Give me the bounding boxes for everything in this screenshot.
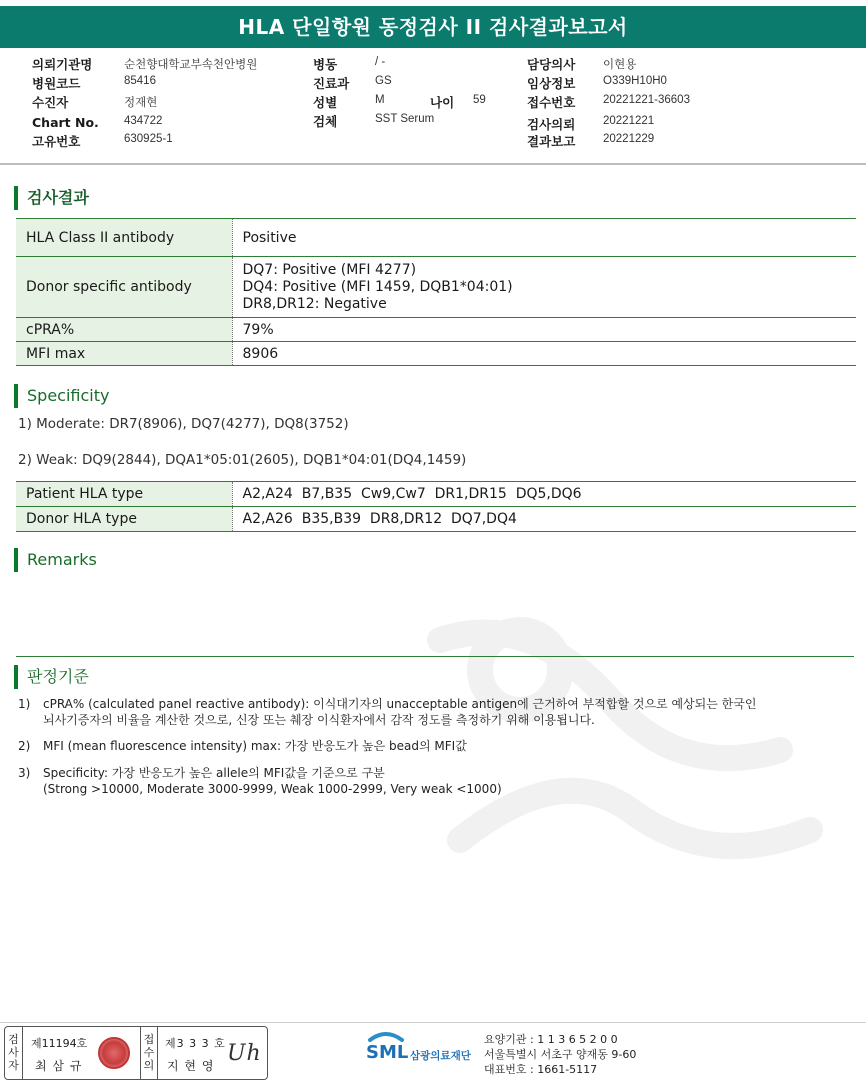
sml-logo [364, 1030, 484, 1070]
info-label: 수진자 [32, 95, 69, 110]
dsa-line: DQ4: Positive (MFI 1459, DQB1*04:01) [242, 278, 513, 295]
address-line: 서울특별시 서초구 양재동 9-60 [484, 1048, 637, 1061]
signature-box [4, 1026, 268, 1080]
table-row [16, 507, 856, 532]
result-label: MFI max [16, 342, 232, 366]
info-value: 434722 [124, 115, 163, 127]
info-label: 결과보고 [527, 134, 576, 149]
remarks-rule [16, 656, 854, 657]
age-label: 나이 [430, 95, 455, 110]
receiver-license: 제3 3 3 호 [165, 1037, 226, 1050]
info-label: 병원코드 [32, 76, 81, 91]
result-label: cPRA% [16, 318, 232, 342]
table-row [16, 219, 856, 257]
info-label: 임상정보 [527, 76, 576, 91]
table-row [16, 318, 856, 342]
dsa-values [232, 257, 856, 318]
criteria-text: Specificity: 가장 반응도가 높은 allele의 MFI값을 기준으로 구분 [43, 766, 385, 780]
criteria-text: (Strong >10000, Moderate 3000-9999, Weak 1000-2999, Very weak <1000) [43, 782, 502, 796]
table-row [16, 342, 856, 366]
dsa-line: DR8,DR12: Negative [242, 295, 387, 312]
result-value: Positive [232, 219, 856, 257]
info-value: 85416 [124, 75, 156, 87]
criteria-item [18, 738, 858, 756]
tester-license: 제11194호 [31, 1037, 88, 1050]
org-address [484, 1032, 636, 1077]
info-value: 순천향대학교부속천안병원 [124, 59, 258, 71]
address-line: 요양기관 : 1 1 3 6 5 2 0 0 [484, 1033, 618, 1046]
info-label: 검체 [313, 114, 338, 129]
info-label: 담당의사 [527, 57, 576, 72]
footer-divider [0, 1022, 866, 1023]
info-label: Chart No. [32, 115, 99, 130]
info-value: M [375, 94, 385, 106]
info-value: 20221229 [603, 133, 655, 145]
criteria-number: 3) [18, 766, 31, 780]
criteria-number: 2) [18, 739, 31, 753]
org-name: 삼광의료재단 [410, 1050, 471, 1062]
specificity-weak: 2) Weak: DQ9(2844), DQA1*05:01(2605), DQB1*04:01(DQ4,1459) [18, 452, 467, 468]
result-label: HLA Class II antibody [16, 219, 232, 257]
criteria-text: cPRA% (calculated panel reactive antibody): 이식대기자의 unacceptable antigen에 근거하여 부적합할 것으로 예상되는 한국인 [43, 697, 757, 711]
info-value: 20221221 [603, 115, 655, 127]
specificity-moderate: 1) Moderate: DR7(8906), DQ7(4277), DQ8(3752) [18, 416, 349, 432]
section-title-results: 검사결과 [14, 186, 89, 210]
report-title: HLA 단일항원 동정검사 II 검사결과보고서 [0, 6, 866, 48]
hla-value: A2,A24 B7,B35 Cw9,Cw7 DR1,DR15 DQ5,DQ6 [232, 482, 856, 507]
criteria-item [18, 696, 858, 730]
table-row [16, 257, 856, 318]
tester-name: 최 삼 규 [35, 1059, 83, 1073]
info-label: 병동 [313, 57, 338, 72]
info-value: O339H10H0 [603, 75, 667, 87]
hla-value: A2,A26 B35,B39 DR8,DR12 DQ7,DQ4 [232, 507, 856, 532]
result-value: 8906 [232, 342, 856, 366]
table-row [16, 482, 856, 507]
hla-label: Patient HLA type [16, 482, 232, 507]
patient-info [0, 55, 866, 163]
receiver-label: 접수의 [140, 1027, 158, 1079]
criteria-number: 1) [18, 697, 31, 711]
info-value: 630925-1 [124, 133, 173, 145]
receiver-name: 지 현 영 [167, 1059, 215, 1073]
info-label: 접수번호 [527, 95, 576, 110]
info-label: 진료과 [313, 76, 350, 91]
criteria-text: MFI (mean fluorescence intensity) max: 가장 반응도가 높은 bead의 MFI값 [43, 739, 467, 753]
info-value: 20221221-36603 [603, 94, 690, 106]
tester-label: 검사자 [5, 1027, 23, 1079]
info-value: GS [375, 75, 392, 87]
info-value: 정재현 [124, 97, 158, 109]
dsa-line: DQ7: Positive (MFI 4277) [242, 261, 417, 278]
criteria-item [18, 765, 858, 799]
section-title-remarks: Remarks [14, 548, 97, 572]
info-value: SST Serum [375, 113, 435, 125]
section-title-criteria: 판정기준 [14, 665, 89, 689]
hla-table [16, 481, 856, 532]
result-label: Donor specific antibody [16, 257, 232, 318]
info-label: 검사의뢰 [527, 117, 576, 132]
address-line: 대표번호 : 1661-5117 [484, 1063, 598, 1076]
criteria-text: 뇌사기증자의 비율을 계산한 것으로, 신장 또는 췌장 이식환자에서 감작 정도를 측정하기 위해 이용됩니다. [43, 713, 595, 727]
info-value: / - [375, 56, 386, 68]
section-title-specificity: Specificity [14, 384, 109, 408]
tester-seal [98, 1037, 130, 1069]
hla-label: Donor HLA type [16, 507, 232, 532]
result-value: 79% [232, 318, 856, 342]
age-value: 59 [473, 94, 486, 106]
info-label: 성별 [313, 95, 338, 110]
handwritten-signature: Uh [227, 1041, 262, 1066]
info-value: 이현용 [603, 59, 637, 71]
info-label: 고유번호 [32, 134, 81, 149]
results-table [16, 218, 856, 366]
info-label: 의뢰기관명 [32, 57, 93, 72]
logo-text: SML [366, 1042, 409, 1063]
divider [0, 163, 866, 165]
